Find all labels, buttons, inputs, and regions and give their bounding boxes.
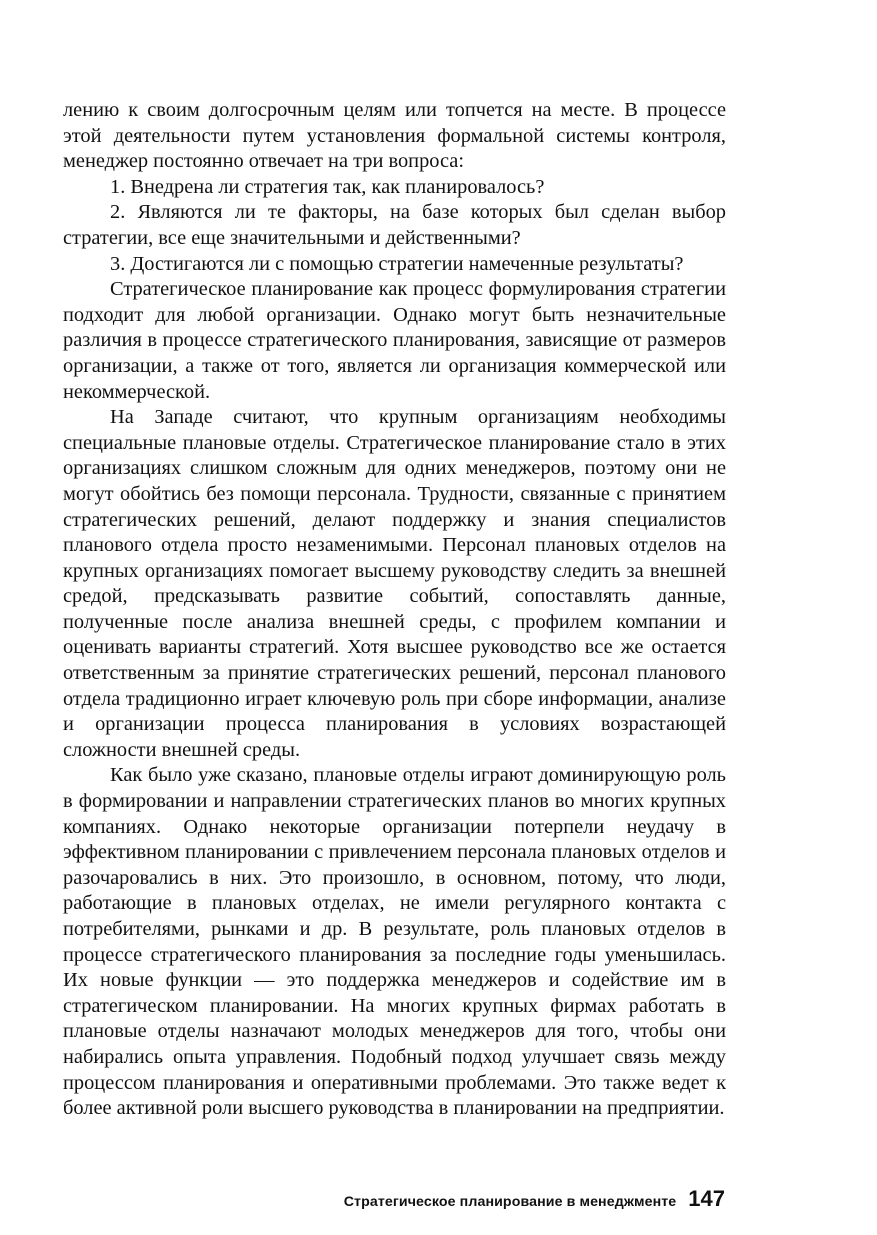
paragraph-strategic-planning: Стратегическое планирование как процесс формулирования стратегии подходит для любой организации. Однако могут быть незначительные различия в процессе стратегического планирования, зависящие от размеров организации, а также от того, является ли организация коммерческой или некоммерческой. — [63, 278, 726, 403]
running-title: Стратегическое планирование в менеджменте — [343, 1194, 677, 1210]
page-footer — [344, 1186, 725, 1212]
question-2: 2. Являются ли те факторы, на базе которых был сделан выбор стратегии, все еще значительными и действенными? — [63, 201, 726, 249]
paragraph-west-planning-departments: На Западе считают, что крупным организациям необходимы специальные плановые отделы. Стратегическое планирование стало в этих организациях слишком сложным для одних менеджеров, поэтому они не могут обойтись без помощи персонала. Трудности, связанные с принятием стратегических решений, делают поддержку и знания специалистов планового отдела просто незаменимыми. Персонал плановых отделов на крупных организациях помогает высшему руководству следить за внешней средой, предсказывать развитие событий, сопоставлять данные, полученные после анализа внешней среды, с профилем компании и оценивать варианты стратегий. Хотя высшее руководство все же остается ответственным за принятие стратегических решений, персонал планового отдела традиционно играет ключевую роль при сборе информации, анализе и организации процесса планирования в условиях возрастающей сложности внешней среды. — [63, 406, 726, 761]
paragraph-intro: лению к своим долгосрочным целям или топчется на месте. В процессе этой деятельности путем установления формальной системы контроля, менеджер постоянно отвечает на три вопроса: — [63, 99, 726, 173]
page-number: 147 — [688, 1186, 725, 1211]
paragraph-planning-departments-role: Как было уже сказано, плановые отделы играют доминирующую роль в формировании и направлении стратегических планов во многих крупных компаниях. Однако некоторые организации потерпели неудачу в эффективном планировании с привлечением персонала плановых отделов и разочаровались в них. Это произошло, в основном, потому, что люди, работающие в плановых отделах, не имели регулярного контакта с потребителями, рынками и др. В результате, роль плановых отделов в процессе стратегического планирования за последние годы уменьшилась. Их новые функции — это поддержка менеджеров и содействие им в стратегическом планировании. На многих крупных фирмах работать в плановые отделы назначают молодых менеджеров для того, чтобы они набирались опыта управления. Подобный подход улучшает связь между процессом планирования и оперативными проблемами. Это также ведет к более активной роли высшего руководства в планировании на предприятии. — [63, 764, 726, 1120]
question-1: 1. Внедрена ли стратегия так, как планировалось? — [110, 175, 545, 198]
question-3: 3. Достигаются ли с помощью стратегии намеченные результаты? — [110, 252, 684, 275]
page-body — [63, 98, 726, 1122]
